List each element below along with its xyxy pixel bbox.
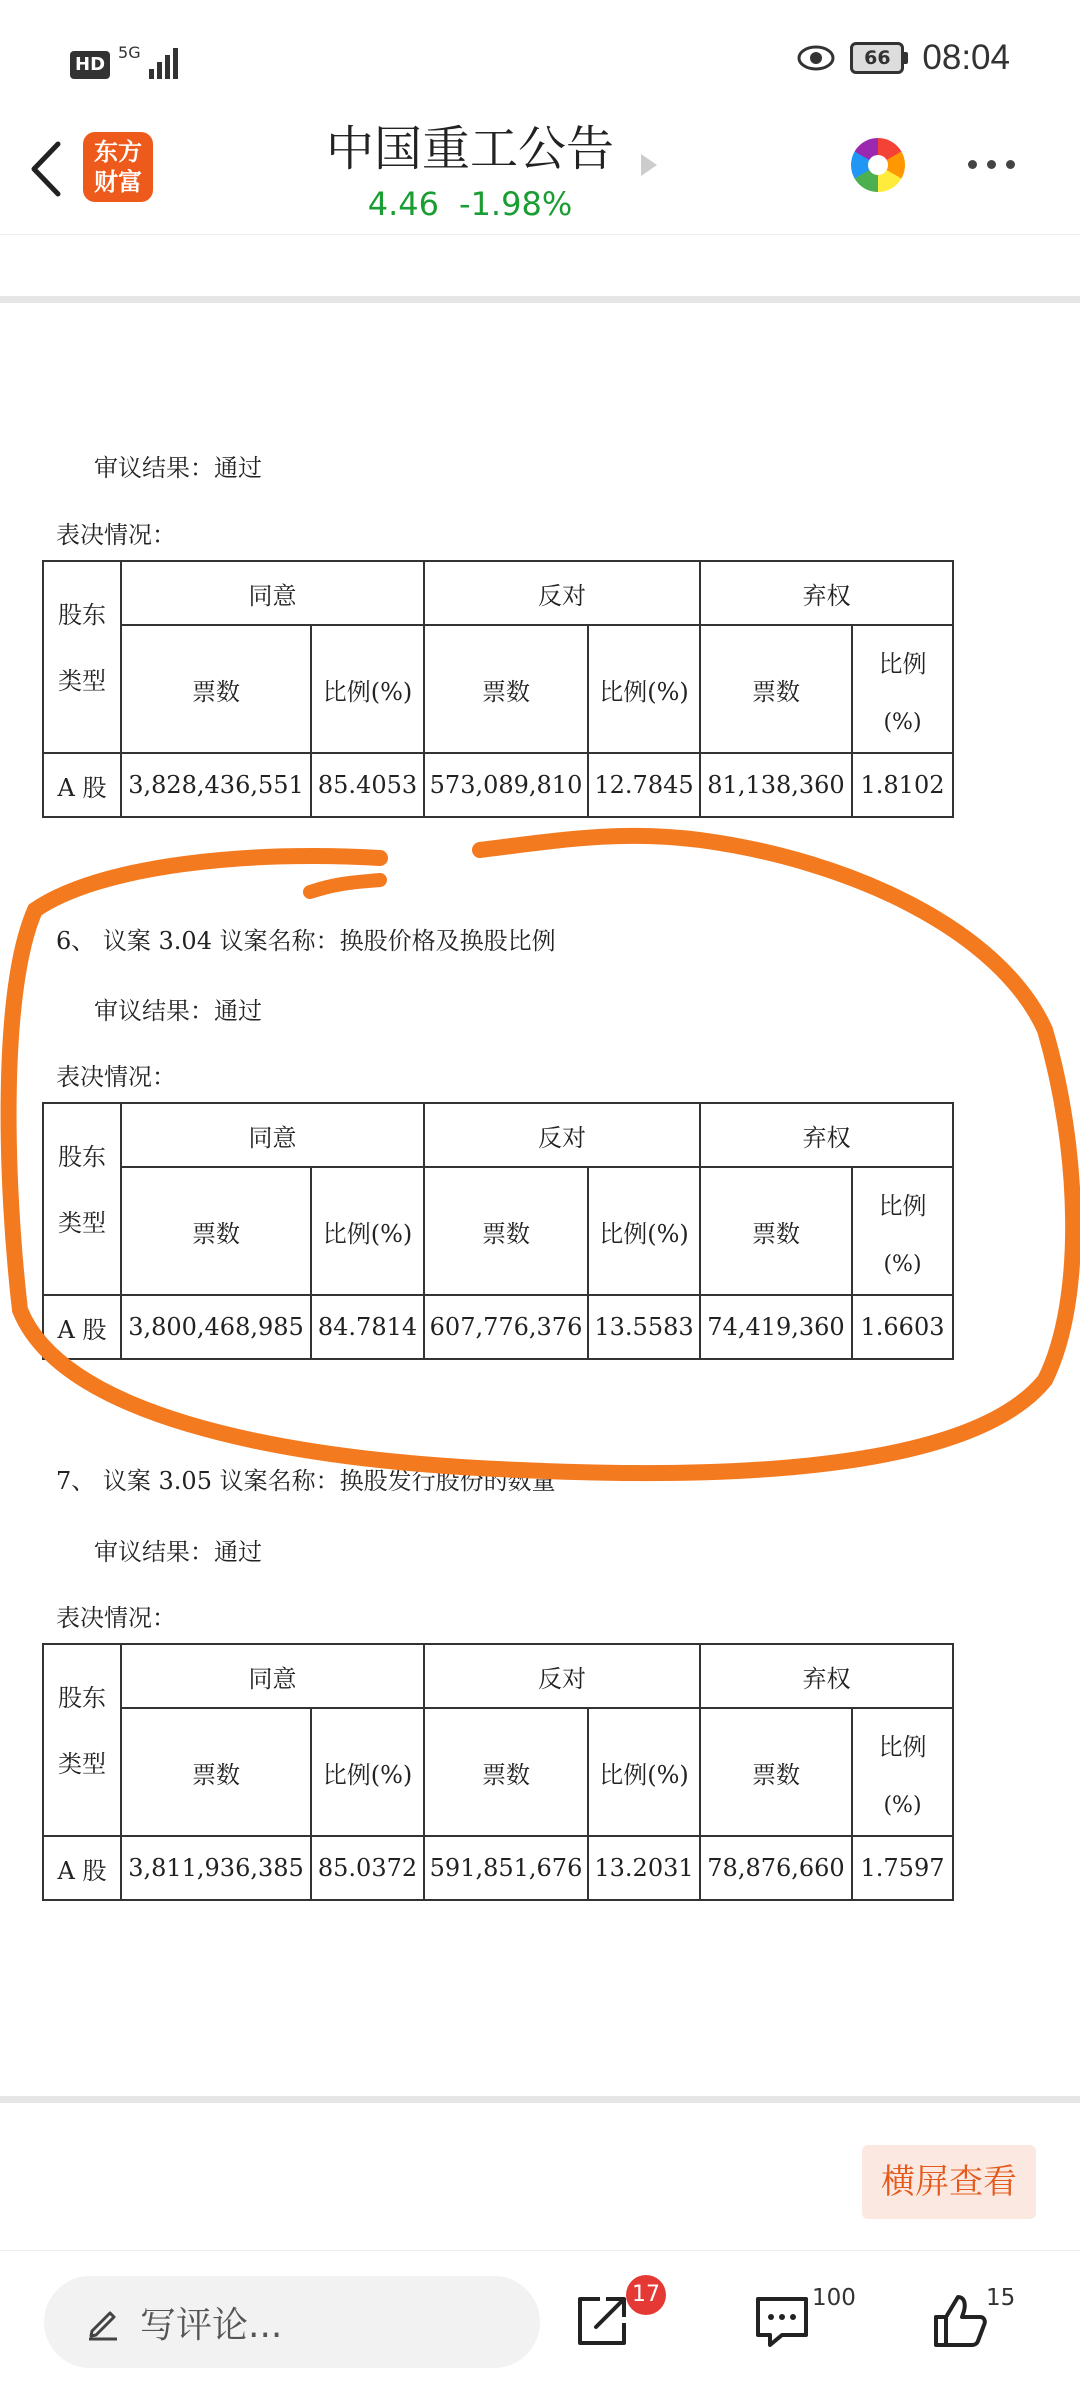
cell-oppose-votes: 573,089,810 bbox=[424, 753, 588, 817]
votes-header: 票数 bbox=[424, 1708, 588, 1836]
ratio-header: 比例(%) bbox=[311, 625, 424, 753]
votes-header: 票数 bbox=[700, 1708, 852, 1836]
vote-table-6 bbox=[42, 1102, 954, 1360]
cell-agree-ratio: 84.7814 bbox=[311, 1295, 424, 1359]
oppose-header: 反对 bbox=[424, 1103, 700, 1167]
cell-type: A 股 bbox=[43, 1836, 121, 1900]
status-bar bbox=[0, 0, 1080, 120]
ratio-header: 比例(%) bbox=[588, 625, 700, 753]
votes-header: 票数 bbox=[424, 1167, 588, 1295]
next-arrow-icon[interactable] bbox=[637, 150, 661, 180]
cell-agree-ratio: 85.0372 bbox=[311, 1836, 424, 1900]
network-type: 5G bbox=[118, 43, 141, 62]
stock-quote bbox=[300, 184, 640, 224]
cell-oppose-votes: 607,776,376 bbox=[424, 1295, 588, 1359]
section-1-vote-label: 表决情况： bbox=[56, 521, 176, 549]
votes-header: 票数 bbox=[700, 625, 852, 753]
oppose-header: 反对 bbox=[424, 1644, 700, 1708]
section-6-result: 审议结果：通过 bbox=[94, 997, 262, 1025]
table-row bbox=[43, 753, 953, 817]
oppose-header: 反对 bbox=[424, 561, 700, 625]
section-6-vote-label: 表决情况： bbox=[56, 1063, 176, 1091]
battery-icon bbox=[850, 42, 908, 74]
abstain-header: 弃权 bbox=[700, 1644, 953, 1708]
section-7-result: 审议结果：通过 bbox=[94, 1538, 262, 1566]
vote-table-1 bbox=[42, 560, 954, 818]
cell-type: A 股 bbox=[43, 1295, 121, 1359]
cell-abstain-ratio: 1.8102 bbox=[852, 753, 953, 817]
comment-count: 100 bbox=[812, 2285, 856, 2311]
votes-header: 票数 bbox=[121, 1708, 311, 1836]
top-divider bbox=[0, 296, 1080, 303]
cell-oppose-ratio: 12.7845 bbox=[588, 753, 700, 817]
share-badge: 17 bbox=[626, 2275, 666, 2315]
cell-oppose-ratio: 13.2031 bbox=[588, 1836, 700, 1900]
agree-header: 同意 bbox=[121, 1103, 424, 1167]
section-6-title: 6、 议案 3.04 议案名称：换股价格及换股比例 bbox=[56, 927, 556, 955]
logo-line2: 财富 bbox=[94, 168, 142, 196]
cell-type: A 股 bbox=[43, 753, 121, 817]
section-1-result: 审议结果：通过 bbox=[94, 454, 262, 482]
cell-agree-votes: 3,811,936,385 bbox=[121, 1836, 311, 1900]
cell-oppose-votes: 591,851,676 bbox=[424, 1836, 588, 1900]
table-row bbox=[43, 1836, 953, 1900]
color-wheel-icon[interactable] bbox=[851, 138, 905, 192]
pencil-icon bbox=[84, 2303, 122, 2341]
cell-abstain-ratio: 1.7597 bbox=[852, 1836, 953, 1900]
hd-badge: HD bbox=[70, 51, 110, 79]
ratio-header: 比例(%) bbox=[311, 1167, 424, 1295]
cell-abstain-votes: 81,138,360 bbox=[700, 753, 852, 817]
page-title: 中国重工公告 bbox=[325, 121, 614, 177]
comment-placeholder: 写评论... bbox=[140, 2304, 283, 2346]
agree-header: 同意 bbox=[121, 561, 424, 625]
clock: 08:04 bbox=[922, 38, 1010, 77]
bottom-divider bbox=[0, 2096, 1080, 2103]
stock-change: -1.98% bbox=[459, 185, 573, 223]
share-icon[interactable] bbox=[572, 2291, 632, 2351]
logo-line1: 东方 bbox=[94, 138, 142, 166]
back-arrow-icon[interactable] bbox=[22, 134, 72, 204]
ratio-header: 比例(%) bbox=[588, 1708, 700, 1836]
app-header bbox=[0, 110, 1080, 235]
app-logo[interactable] bbox=[83, 132, 153, 202]
ratio-header: 比例 (%) bbox=[852, 1167, 953, 1295]
signal-icon bbox=[149, 45, 178, 79]
ratio-header: 比例 (%) bbox=[852, 625, 953, 753]
ratio-header: 比例(%) bbox=[588, 1167, 700, 1295]
type-header: 股东 类型 bbox=[43, 1644, 121, 1836]
status-right bbox=[796, 38, 1010, 78]
type-header: 股东 类型 bbox=[43, 1103, 121, 1295]
cell-agree-votes: 3,800,468,985 bbox=[121, 1295, 311, 1359]
type-header: 股东 类型 bbox=[43, 561, 121, 753]
votes-header: 票数 bbox=[121, 625, 311, 753]
cell-agree-votes: 3,828,436,551 bbox=[121, 753, 311, 817]
cell-abstain-votes: 78,876,660 bbox=[700, 1836, 852, 1900]
agree-header: 同意 bbox=[121, 1644, 424, 1708]
eye-icon bbox=[796, 44, 836, 72]
table-row bbox=[43, 1295, 953, 1359]
status-left bbox=[70, 45, 178, 79]
cell-oppose-ratio: 13.5583 bbox=[588, 1295, 700, 1359]
ratio-header: 比例(%) bbox=[311, 1708, 424, 1836]
comment-icon[interactable] bbox=[752, 2291, 812, 2351]
section-7-title: 7、 议案 3.05 议案名称：换股发行股份的数量 bbox=[56, 1467, 556, 1495]
section-7-vote-label: 表决情况： bbox=[56, 1604, 176, 1632]
ratio-header: 比例 (%) bbox=[852, 1708, 953, 1836]
cell-abstain-ratio: 1.6603 bbox=[852, 1295, 953, 1359]
landscape-view-button[interactable]: 横屏查看 bbox=[862, 2145, 1036, 2219]
cell-agree-ratio: 85.4053 bbox=[311, 753, 424, 817]
votes-header: 票数 bbox=[424, 625, 588, 753]
battery-level: 66 bbox=[850, 42, 904, 74]
cell-abstain-votes: 74,419,360 bbox=[700, 1295, 852, 1359]
abstain-header: 弃权 bbox=[700, 561, 953, 625]
bottom-bar bbox=[0, 2250, 1080, 2388]
abstain-header: 弃权 bbox=[700, 1103, 953, 1167]
stock-price: 4.46 bbox=[367, 185, 440, 223]
votes-header: 票数 bbox=[700, 1167, 852, 1295]
comment-input[interactable] bbox=[44, 2276, 540, 2368]
vote-table-7 bbox=[42, 1643, 954, 1901]
more-icon[interactable] bbox=[968, 160, 1015, 169]
like-count: 15 bbox=[986, 2285, 1016, 2311]
votes-header: 票数 bbox=[121, 1167, 311, 1295]
title-block bbox=[300, 110, 640, 224]
like-icon[interactable] bbox=[930, 2291, 990, 2351]
